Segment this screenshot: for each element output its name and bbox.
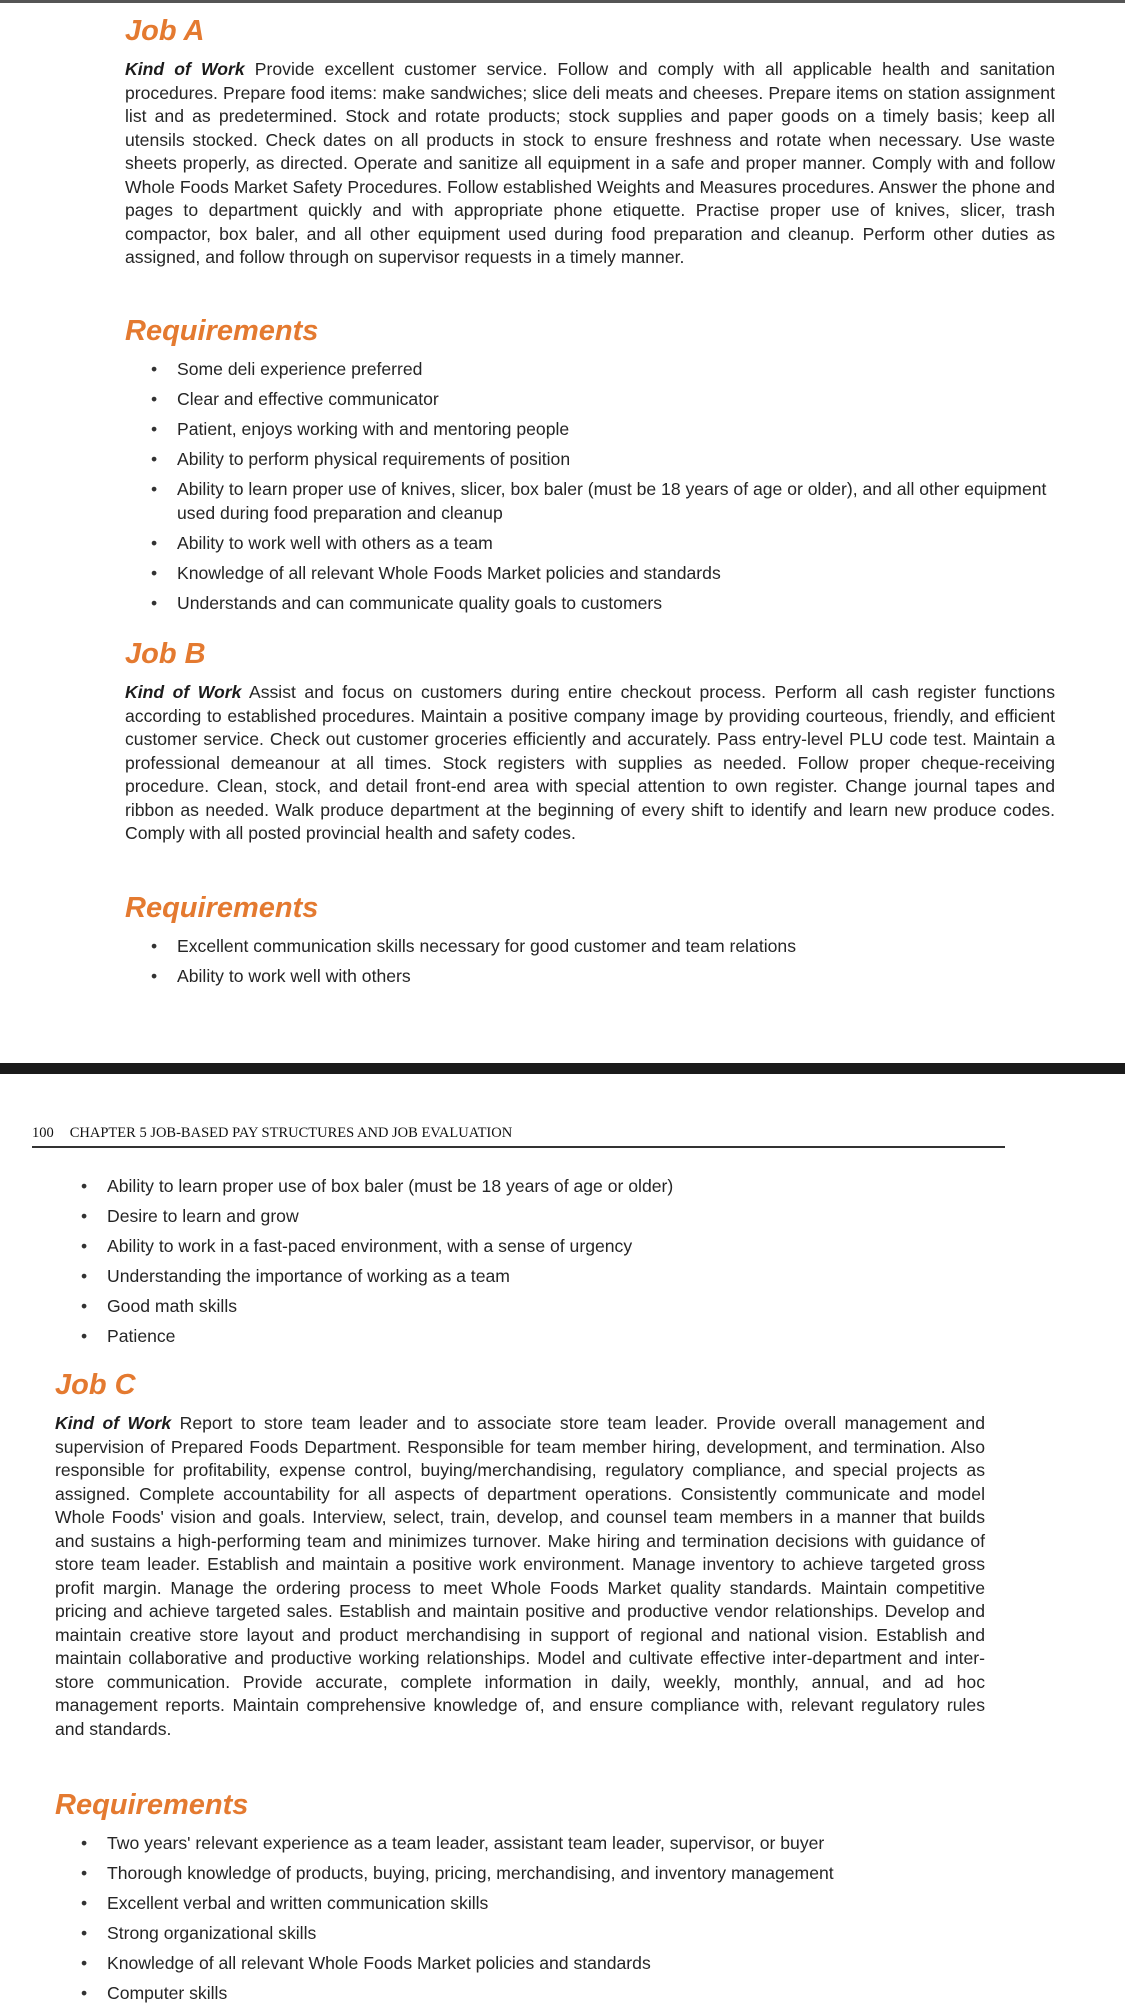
job-b-requirements	[125, 891, 1055, 995]
requirements-heading: Requirements	[55, 1789, 249, 1821]
requirement-item: • Understands and can communicate quality goals to customers	[151, 592, 1055, 616]
requirement-item: • Ability to perform physical requirements of position	[151, 448, 1055, 472]
page-divider	[0, 1063, 1125, 1074]
requirement-item: • Good math skills	[81, 1295, 986, 1319]
requirement-item: • Ability to learn proper use of knives, slicer, box baler (must be 18 years of age or older), and all other equipment used during food preparation and cleanup	[151, 478, 1055, 525]
requirement-item: • Ability to work in a fast-paced environment, with a sense of urgency	[81, 1235, 986, 1259]
kind-of-work-label: Kind of Work	[125, 59, 245, 79]
requirement-item: • Two years' relevant experience as a team leader, assistant team leader, supervisor, or buyer	[81, 1832, 985, 1856]
job-a-kind-of-work	[125, 58, 1055, 270]
requirement-item: • Computer skills	[81, 1982, 985, 2006]
chapter-title: CHAPTER 5 JOB-BASED PAY STRUCTURES AND JOB EVALUATION	[69, 1125, 513, 1141]
requirements-heading: Requirements	[125, 315, 319, 347]
job-c-requirements	[55, 1788, 985, 2012]
kind-of-work-text: Assist and focus on customers during entire checkout process. Perform all cash register functions according to established procedures. Maintain a positive company image by providing courteous, friendly, and efficient customer service. Check out customer groceries efficiently and accurately. Pass entry-level PLU code test. Maintain a professional demeanour at all times. Stock registers with supplies as needed. Follow proper cheque-receiving procedure. Clean, stock, and detail front-end area with special attention to own register. Change journal tapes and ribbon as needed. Walk produce department at the beginning of every shift to identify and learn new produce codes. Comply with all posted provincial health and safety codes.	[125, 682, 1056, 843]
requirement-item: • Excellent communication skills necessary for good customer and team relations	[151, 935, 1055, 959]
requirement-item: • Some deli experience preferred	[151, 358, 1055, 382]
job-b-title: Job B	[125, 638, 206, 670]
requirement-item: • Patient, enjoys working with and mentoring people	[151, 418, 1055, 442]
job-c-title: Job C	[55, 1369, 136, 1401]
requirement-item: • Knowledge of all relevant Whole Foods Market policies and standards	[81, 1952, 985, 1976]
requirement-item: • Thorough knowledge of products, buying, pricing, merchandising, and inventory management	[81, 1862, 985, 1886]
requirements-list	[81, 1175, 986, 1349]
kind-of-work-label: Kind of Work	[125, 682, 242, 702]
requirement-item: • Patience	[81, 1325, 986, 1349]
running-header	[32, 1124, 1005, 1148]
requirements-list	[151, 935, 1055, 989]
kind-of-work-label: Kind of Work	[55, 1413, 172, 1433]
requirement-item: • Knowledge of all relevant Whole Foods Market policies and standards	[151, 562, 1055, 586]
requirement-item: • Clear and effective communicator	[151, 388, 1055, 412]
kind-of-work-text: Report to store team leader and to associate store team leader. Provide overall management and supervision of Prepared Foods Department. Responsible for team member hiring, development, and termination. Also responsible for profitability, expense control, buying/merchandising, regulatory compliance, and special projects as assigned. Complete accountability for all aspects of department operations. Consistently communicate and model Whole Foods' vision and goals. Interview, select, train, develop, and counsel team members in a manner that builds and sustains a high-performing team and minimizes turnover. Make hiring and termination decisions with guidance of store team leader. Establish and maintain a positive work environment. Manage inventory to achieve targeted gross profit margin. Manage the ordering process to meet Whole Foods Market quality standards. Maintain competitive pricing and achieve targeted sales. Establish and maintain positive and productive vendor relationships. Develop and maintain creative store layout and product merchandising in support of regional and national vision. Establish and maintain collaborative and productive working relationships. Model and cultivate effective inter-department and inter-store communication. Provide accurate, complete information in daily, weekly, monthly, annual, and ad hoc management reports. Maintain comprehensive knowledge of, and ensure compliance with, relevant regulatory rules and standards.	[55, 1413, 986, 1739]
kind-of-work-text: Provide excellent customer service. Follow and comply with all applicable health and sanitation procedures. Prepare food items: make sandwiches; slice deli meats and cheeses. Prepare items on station assignment list and as predetermined. Stock and rotate products; stock supplies and paper goods on a timely basis; keep all utensils stocked. Check dates on all products in stock to ensure freshness and rotate when necessary. Use waste sheets properly, as directed. Operate and sanitize all equipment in a safe and proper manner. Comply with and follow Whole Foods Market Safety Procedures. Follow established Weights and Measures procedures. Answer the phone and pages to department quickly and with appropriate phone etiquette. Practise proper use of knives, slicer, trash compactor, box baler, and all other equipment used during food preparation and cleanup. Perform other duties as assigned, and follow through on supervisor requests in a timely manner.	[125, 59, 1056, 267]
requirement-item: • Ability to work well with others	[151, 965, 1055, 989]
requirement-item: • Ability to work well with others as a team	[151, 532, 1055, 556]
job-b-requirements-continued	[81, 1175, 986, 1355]
requirements-heading: Requirements	[125, 892, 319, 924]
requirement-item: • Strong organizational skills	[81, 1922, 985, 1946]
job-a-section	[125, 14, 1055, 270]
requirements-list	[151, 358, 1055, 615]
requirement-item: • Understanding the importance of working as a team	[81, 1265, 986, 1289]
job-a-requirements	[125, 314, 1055, 622]
requirement-item: • Ability to learn proper use of box baler (must be 18 years of age or older)	[81, 1175, 986, 1199]
job-b-section	[125, 637, 1055, 846]
top-border	[0, 0, 1125, 3]
job-a-title: Job A	[125, 15, 205, 47]
requirement-item: • Excellent verbal and written communication skills	[81, 1892, 985, 1916]
page-number: 100	[32, 1125, 54, 1141]
job-c-section	[55, 1368, 985, 1741]
job-b-kind-of-work	[125, 681, 1055, 846]
requirements-list	[81, 1832, 985, 2006]
job-c-kind-of-work	[55, 1412, 985, 1741]
requirement-item: • Desire to learn and grow	[81, 1205, 986, 1229]
